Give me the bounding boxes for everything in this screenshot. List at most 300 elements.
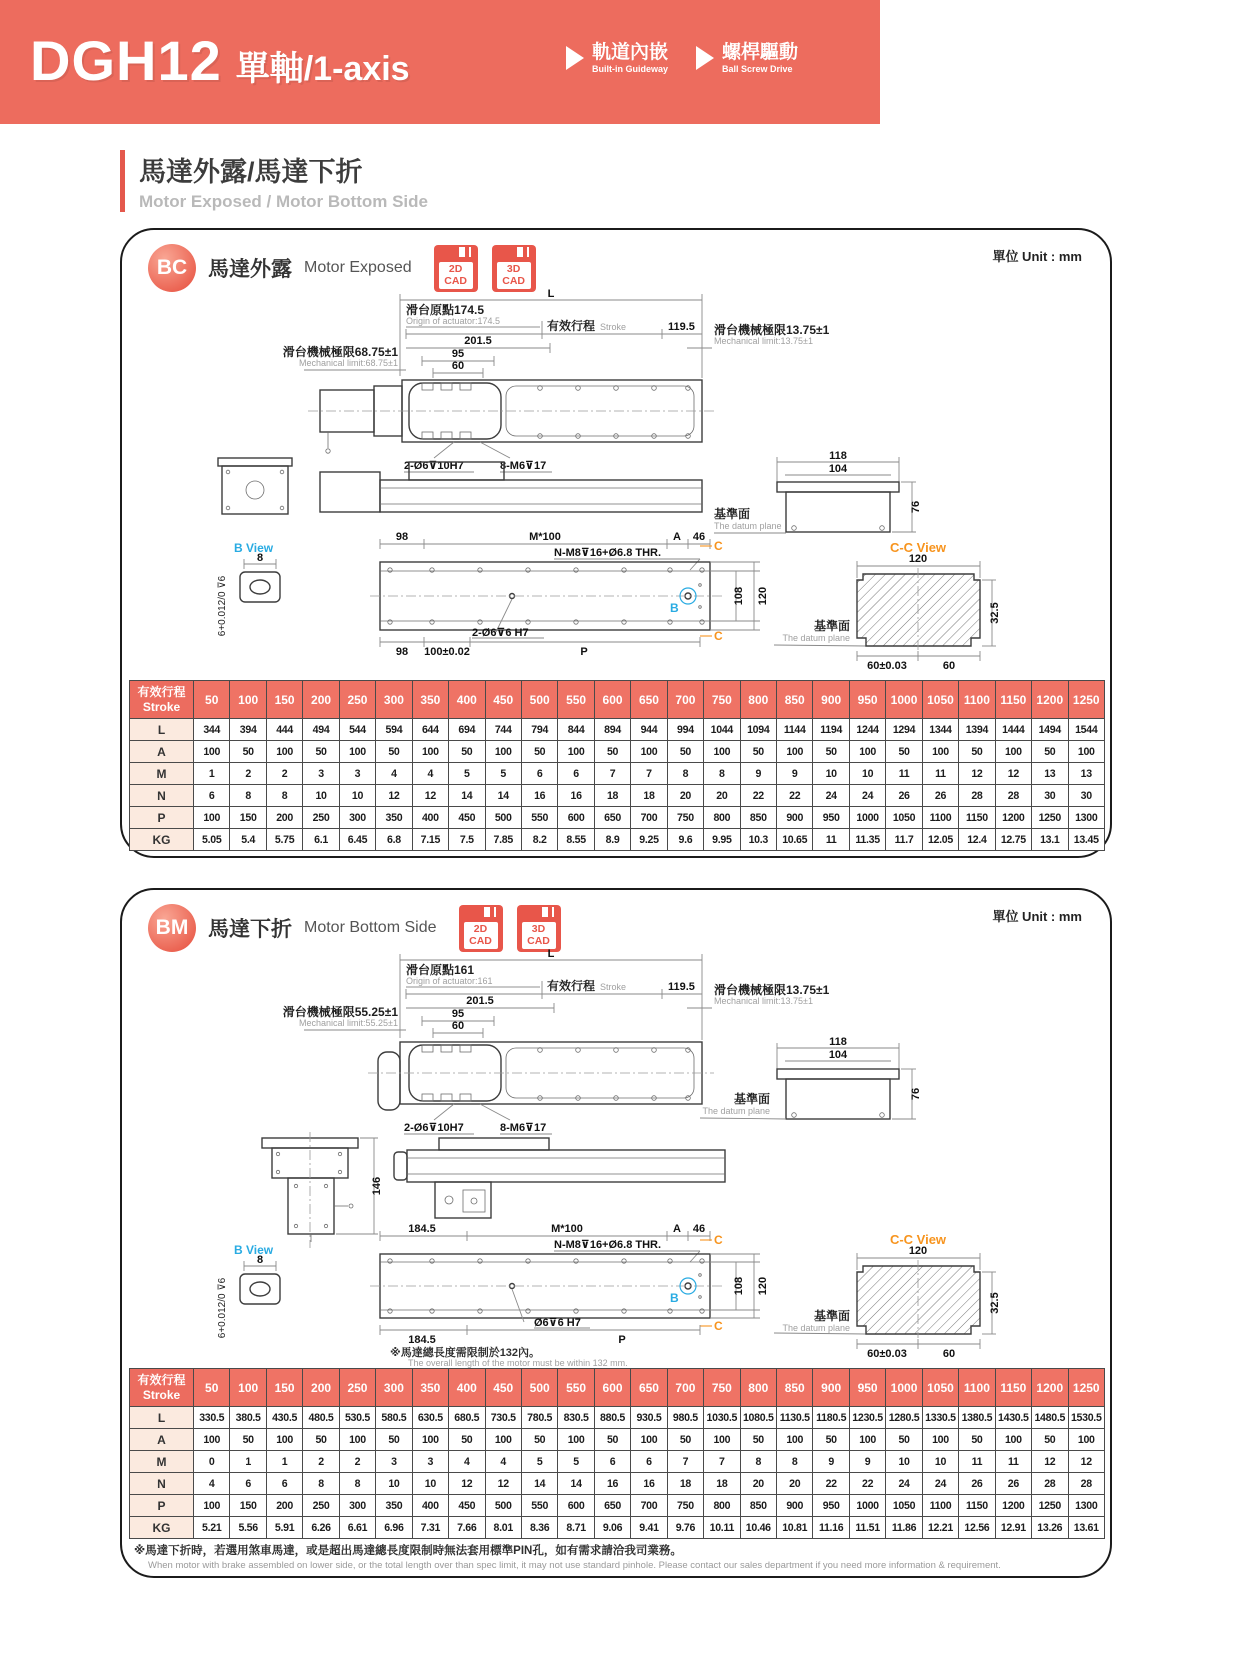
footnote-zh: ※馬達下折時，若選用煞車馬達，或是超出馬達總長度限制時無法套用標準PIN孔，如有需求請洽我司業務。: [134, 1545, 682, 1557]
dim-120-side: 120: [757, 586, 769, 606]
spec-value: 1144: [777, 719, 813, 741]
spec-value: 780.5: [521, 1407, 557, 1429]
spec-value: 50: [1032, 1429, 1068, 1451]
b-view-label: B View: [234, 1243, 274, 1257]
row-label: KG: [130, 1517, 194, 1539]
spec-value: 100: [631, 1429, 667, 1451]
spec-value: 22: [849, 1473, 885, 1495]
floppy-shutter-icon: [542, 907, 554, 917]
thread-note-label: N-M8⊽16+Ø6.8 THR.: [554, 547, 662, 559]
spec-value: 100: [485, 741, 521, 763]
dim-46: 46: [692, 1223, 706, 1235]
spec-value: 9: [777, 763, 813, 785]
mark-b: B: [670, 1291, 679, 1305]
spec-value: 5.05: [194, 829, 230, 851]
stroke-column-header: 450: [485, 1369, 521, 1407]
floppy-shutter-icon: [484, 907, 496, 917]
section-title-zh: 馬達外露/馬達下折: [139, 157, 363, 187]
spec-value: 6.8: [376, 829, 412, 851]
spec-value: 500: [485, 807, 521, 829]
stroke-column-header: 300: [376, 1369, 412, 1407]
spec-value: 50: [813, 1429, 849, 1451]
spec-value: 1200: [995, 1495, 1031, 1517]
end-view-details: [226, 470, 284, 510]
spec-value: 1044: [704, 719, 740, 741]
spec-value: 100: [849, 1429, 885, 1451]
mech-limit-right-zh: 滑台機械極限13.75±1: [714, 983, 830, 997]
b-view-geometry: [240, 572, 280, 602]
spec-value: 10.46: [740, 1517, 776, 1539]
spec-value: 9.25: [631, 829, 667, 851]
feature-guideway: [566, 42, 668, 74]
spec-value: 13: [1068, 763, 1105, 785]
stroke-column-header: 900: [813, 681, 849, 719]
spec-value: 11.16: [813, 1517, 849, 1539]
spec-value: 594: [376, 719, 412, 741]
spec-value: 6: [194, 785, 230, 807]
dim-L: L: [547, 288, 555, 300]
spec-row-L: [130, 719, 1105, 741]
spec-value: 1294: [886, 719, 922, 741]
cad-links: [434, 245, 536, 292]
spec-value: 1430.5: [995, 1407, 1031, 1429]
dim-60: 60: [451, 1020, 465, 1032]
spec-value: 100: [194, 807, 230, 829]
cad-2d-icon[interactable]: [459, 905, 503, 952]
dim-184_5a: 184.5: [408, 1223, 436, 1235]
dim-98a: 98: [395, 531, 409, 543]
spec-value: 30: [1032, 785, 1068, 807]
stroke-column-header: 700: [667, 1369, 703, 1407]
spec-value: 1: [194, 763, 230, 785]
cad-3d-label: 3D CAD: [522, 922, 556, 949]
spec-value: 12: [959, 763, 995, 785]
spec-value: 100: [777, 741, 813, 763]
mark-c-bottom: C: [714, 1319, 723, 1333]
spec-value: 100: [922, 741, 958, 763]
spec-value: 1130.5: [777, 1407, 813, 1429]
spec-value: 8: [339, 1473, 375, 1495]
end-view-geometry: [218, 458, 292, 514]
spec-value: 394: [230, 719, 266, 741]
spec-row-M: [130, 1451, 1105, 1473]
stroke-column-header: 600: [594, 681, 630, 719]
row-label: N: [130, 785, 194, 807]
dim-m100: M*100: [551, 1223, 583, 1235]
stroke-column-header: 100: [230, 681, 266, 719]
mark-c-top: C: [714, 539, 723, 553]
spec-value: 2: [266, 763, 302, 785]
cad-links: [459, 905, 561, 952]
product-title: [30, 28, 410, 93]
spec-row-P: [130, 807, 1105, 829]
spec-value: 650: [594, 807, 630, 829]
spec-value: 10: [339, 785, 375, 807]
spec-value: 12: [485, 1473, 521, 1495]
spec-row-L: [130, 1407, 1105, 1429]
panel-title-zh: 馬達下折: [208, 918, 292, 941]
section-geometry: [777, 1069, 899, 1119]
spec-value: 494: [303, 719, 339, 741]
spec-value: 100: [995, 1429, 1031, 1451]
stroke-column-header: 1100: [959, 1369, 995, 1407]
spec-value: 10.11: [704, 1517, 740, 1539]
dim-60b: 60: [942, 1348, 956, 1360]
spec-value: 100: [704, 741, 740, 763]
section-heading: [120, 150, 428, 212]
spec-value: 694: [449, 719, 485, 741]
datum2-label-zh: 基準面: [813, 619, 850, 633]
spec-value: 7.15: [412, 829, 448, 851]
spec-value: 5.91: [266, 1517, 302, 1539]
spec-value: 650: [594, 1495, 630, 1517]
spec-value: 13.61: [1068, 1517, 1105, 1539]
spec-value: 350: [376, 1495, 412, 1517]
spec-value: 2: [230, 763, 266, 785]
stroke-column-header: 300: [376, 681, 412, 719]
spec-value: 200: [266, 807, 302, 829]
spec-value: 680.5: [449, 1407, 485, 1429]
dim-201_5: 201.5: [464, 335, 492, 347]
dim-60-tol: 60±0.03: [867, 1348, 907, 1360]
spec-value: 8.2: [521, 829, 557, 851]
spec-value: 50: [813, 741, 849, 763]
spec-value: 10: [813, 763, 849, 785]
cad-3d-icon[interactable]: [492, 245, 536, 292]
spec-value: 24: [886, 1473, 922, 1495]
spec-value: 9: [740, 763, 776, 785]
spec-value: 4: [485, 1451, 521, 1473]
spec-value: 800: [704, 1495, 740, 1517]
spec-value: 50: [959, 741, 995, 763]
mark-c-bottom: C: [714, 629, 723, 643]
spec-value: 1280.5: [886, 1407, 922, 1429]
spec-value: 150: [230, 807, 266, 829]
spec-value: 11.7: [886, 829, 922, 851]
datum-label-en: The datum plane: [714, 521, 782, 531]
stroke-column-header: 1250: [1068, 1369, 1105, 1407]
stroke-column-header: 850: [777, 1369, 813, 1407]
dim-146: 146: [371, 1176, 383, 1196]
spec-value: 8: [740, 1451, 776, 1473]
spec-value: 50: [449, 1429, 485, 1451]
row-label: P: [130, 807, 194, 829]
spec-value: 0: [194, 1451, 230, 1473]
panel-title-zh: 馬達外露: [208, 258, 292, 281]
spec-value: 600: [558, 1495, 594, 1517]
spec-value: 344: [194, 719, 230, 741]
spec-row-N: [130, 785, 1105, 807]
spec-value: 8.9: [594, 829, 630, 851]
stroke-column-header: 1250: [1068, 681, 1105, 719]
spec-value: 1194: [813, 719, 849, 741]
spec-value: 50: [230, 741, 266, 763]
spec-value: 300: [339, 807, 375, 829]
spec-value: 7: [704, 1451, 740, 1473]
spec-value: 10: [376, 1473, 412, 1495]
spec-value: 6: [521, 763, 557, 785]
spec-value: 7.66: [449, 1517, 485, 1539]
spec-value: 50: [449, 741, 485, 763]
spec-value: 1330.5: [922, 1407, 958, 1429]
feature-zh: 軌道內嵌: [592, 42, 669, 63]
spec-value: 630.5: [412, 1407, 448, 1429]
row-label: N: [130, 1473, 194, 1495]
row-label: A: [130, 741, 194, 763]
spec-value: 12.56: [959, 1517, 995, 1539]
spec-value: 100: [631, 741, 667, 763]
spec-value: 9.95: [704, 829, 740, 851]
spec-value: 250: [303, 1495, 339, 1517]
cad-3d-label: 3D CAD: [497, 262, 531, 289]
spec-value: 30: [1068, 785, 1105, 807]
bc-spec-table: [129, 680, 1105, 851]
stroke-column-header: 350: [412, 681, 448, 719]
spec-value: 28: [1068, 1473, 1105, 1495]
spec-value: 3: [339, 763, 375, 785]
spec-value: 50: [521, 741, 557, 763]
bc-technical-drawing: [122, 288, 1114, 680]
spec-value: 14: [558, 1473, 594, 1495]
spec-value: 50: [376, 1429, 412, 1451]
origin-label-zh: 滑台原點174.5: [406, 303, 485, 317]
panel-header: [148, 904, 561, 952]
spec-value: 16: [631, 1473, 667, 1495]
spec-value: 1300: [1068, 1495, 1105, 1517]
spec-value: 2: [339, 1451, 375, 1473]
spec-value: 22: [740, 785, 776, 807]
spec-value: 50: [667, 741, 703, 763]
stroke-column-header: 100: [230, 1369, 266, 1407]
row-label: KG: [130, 829, 194, 851]
spec-value: 9.6: [667, 829, 703, 851]
spec-value: 6.1: [303, 829, 339, 851]
spec-value: 50: [521, 1429, 557, 1451]
stroke-column-header: 200: [303, 1369, 339, 1407]
spec-value: 12.91: [995, 1517, 1031, 1539]
spec-value: 1494: [1032, 719, 1068, 741]
spec-value: 26: [959, 1473, 995, 1495]
spec-value: 950: [813, 807, 849, 829]
row-label: P: [130, 1495, 194, 1517]
cc-view-label: C-C View: [889, 540, 947, 555]
spec-value: 580.5: [376, 1407, 412, 1429]
spec-value: 13: [1032, 763, 1068, 785]
spec-value: 28: [995, 785, 1031, 807]
dim-P: P: [618, 1334, 626, 1346]
spec-value: 1000: [849, 807, 885, 829]
spec-value: 28: [1032, 1473, 1068, 1495]
dim-104: 104: [828, 1049, 848, 1061]
spec-value: 16: [594, 1473, 630, 1495]
spec-value: 7: [631, 763, 667, 785]
spec-value: 8.71: [558, 1517, 594, 1539]
spec-value: 200: [266, 1495, 302, 1517]
stroke-column-header: 50: [194, 681, 230, 719]
b-view-label: B View: [234, 541, 274, 555]
dim-32_5: 32.5: [989, 602, 1001, 624]
spec-value: 1000: [849, 1495, 885, 1517]
holes-bottom-label: 2-Ø6⊽6 H7: [472, 627, 529, 639]
spec-value: 100: [995, 741, 1031, 763]
mech-limit-right-en: Mechanical limit:13.75±1: [714, 996, 813, 1006]
spec-value: 550: [521, 1495, 557, 1517]
spec-value: 1230.5: [849, 1407, 885, 1429]
spec-row-N: [130, 1473, 1105, 1495]
spec-value: 50: [376, 741, 412, 763]
panel-title-en: Motor Bottom Side: [304, 919, 437, 936]
stroke-column-header: 950: [849, 1369, 885, 1407]
stroke-column-header: 500: [521, 681, 557, 719]
panel-header: [148, 244, 536, 292]
spec-value: 100: [194, 1495, 230, 1517]
holes-top2-label: 8-M6⊽17: [500, 460, 547, 472]
spec-value: 1394: [959, 719, 995, 741]
spec-value: 20: [777, 1473, 813, 1495]
dim-A: A: [673, 1223, 681, 1235]
spec-value: 930.5: [631, 1407, 667, 1429]
stroke-column-header: 1200: [1032, 681, 1068, 719]
spec-value: 8: [777, 1451, 813, 1473]
spec-value: 100: [194, 1429, 230, 1451]
bc-spec-table-head: [130, 681, 1105, 719]
feature-badges: [566, 42, 798, 74]
datum2-label-zh: 基準面: [813, 1309, 850, 1323]
arrow-icon: [696, 46, 714, 70]
spec-value: 5: [558, 1451, 594, 1473]
spec-value: 13.26: [1032, 1517, 1068, 1539]
spec-value: 744: [485, 719, 521, 741]
cad-3d-icon[interactable]: [517, 905, 561, 952]
stroke-column-header: 950: [849, 681, 885, 719]
spec-value: 50: [303, 1429, 339, 1451]
holes-top1-label: 2-Ø6⊽10H7: [404, 1122, 464, 1134]
spec-value: 550: [521, 807, 557, 829]
spec-value: 14: [449, 785, 485, 807]
spec-value: 750: [667, 1495, 703, 1517]
spec-value: 5.21: [194, 1517, 230, 1539]
cc-view-label: C-C View: [889, 1232, 947, 1247]
spec-value: 100: [558, 1429, 594, 1451]
hole-bottom-label: Ø6⊽6 H7: [534, 1317, 581, 1329]
bm-footnote: [134, 1542, 1094, 1571]
spec-value: 894: [594, 719, 630, 741]
spec-value: 8.55: [558, 829, 594, 851]
dim-118: 118: [829, 1036, 847, 1048]
cad-2d-label: 2D CAD: [439, 262, 473, 289]
spec-value: 11: [886, 763, 922, 785]
arrow-icon: [566, 46, 584, 70]
spec-value: 26: [886, 785, 922, 807]
panel-title-en: Motor Exposed: [304, 259, 412, 276]
spec-value: 12: [1032, 1451, 1068, 1473]
spec-value: 9.41: [631, 1517, 667, 1539]
spec-value: 10: [886, 1451, 922, 1473]
stroke-column-header: 1000: [886, 1369, 922, 1407]
dim-104: 104: [828, 463, 848, 475]
cad-2d-icon[interactable]: [434, 245, 478, 292]
feature-en: Built-in Guideway: [592, 63, 669, 74]
spec-value: 350: [376, 807, 412, 829]
spec-value: 700: [631, 1495, 667, 1517]
spec-value: 16: [521, 785, 557, 807]
spec-value: 50: [959, 1429, 995, 1451]
spec-value: 10: [922, 1451, 958, 1473]
spec-value: 11.51: [849, 1517, 885, 1539]
model-name: DGH12: [30, 29, 222, 92]
motor-length-note-en: The overall length of the motor must be within 132 mm.: [408, 1358, 628, 1368]
spec-value: 5: [485, 763, 521, 785]
spec-value: 4: [449, 1451, 485, 1473]
spec-value: 100: [849, 741, 885, 763]
stroke-column-header: 750: [704, 681, 740, 719]
spec-value: 6.26: [303, 1517, 339, 1539]
spec-value: 50: [230, 1429, 266, 1451]
spec-value: 11.86: [886, 1517, 922, 1539]
dim-108: 108: [733, 586, 745, 606]
spec-value: 50: [1032, 741, 1068, 763]
spec-value: 544: [339, 719, 375, 741]
spec-value: 20: [704, 785, 740, 807]
spec-value: 400: [412, 1495, 448, 1517]
spec-value: 9: [849, 1451, 885, 1473]
stroke-column-header: 1050: [922, 1369, 958, 1407]
spec-value: 11: [959, 1451, 995, 1473]
spec-value: 7.5: [449, 829, 485, 851]
thread-note-label: N-M8⊽16+Ø6.8 THR.: [554, 1239, 662, 1251]
spec-value: 4: [376, 763, 412, 785]
spec-value: 11: [813, 829, 849, 851]
spec-value: 944: [631, 719, 667, 741]
spec-value: 100: [339, 741, 375, 763]
spec-value: 6: [558, 763, 594, 785]
dim-184_5b: 184.5: [408, 1334, 436, 1346]
dim-119_5: 119.5: [668, 321, 695, 333]
spec-value: 18: [631, 785, 667, 807]
dim-108: 108: [733, 1276, 745, 1296]
spec-value: 1480.5: [1032, 1407, 1068, 1429]
dim-60b: 60: [942, 660, 956, 672]
stroke-column-header: 350: [412, 1369, 448, 1407]
stroke-column-header: 450: [485, 681, 521, 719]
spec-value: 12: [449, 1473, 485, 1495]
spec-value: 28: [959, 785, 995, 807]
spec-value: 50: [594, 741, 630, 763]
spec-value: 50: [886, 741, 922, 763]
b-view-geometry: [240, 1274, 280, 1304]
spec-value: 4: [194, 1473, 230, 1495]
spec-value: 6: [230, 1473, 266, 1495]
spec-value: 900: [777, 1495, 813, 1517]
spec-value: 8.36: [521, 1517, 557, 1539]
spec-value: 10: [412, 1473, 448, 1495]
spec-value: 10.65: [777, 829, 813, 851]
spec-value: 1050: [886, 807, 922, 829]
stroke-label-zh: 有效行程: [547, 979, 596, 993]
mark-c-top: C: [714, 1233, 723, 1247]
stroke-header-row: [130, 681, 1105, 719]
bc-spec-table-body: [130, 719, 1105, 851]
spec-value: 500: [485, 1495, 521, 1517]
spec-value: 980.5: [667, 1407, 703, 1429]
spec-value: 830.5: [558, 1407, 594, 1429]
spec-value: 8: [303, 1473, 339, 1495]
spec-value: 400: [412, 807, 448, 829]
spec-value: 50: [886, 1429, 922, 1451]
stroke-column-header: 1000: [886, 681, 922, 719]
spec-value: 750: [667, 807, 703, 829]
unit-label: 單位 Unit : mm: [992, 909, 1082, 924]
